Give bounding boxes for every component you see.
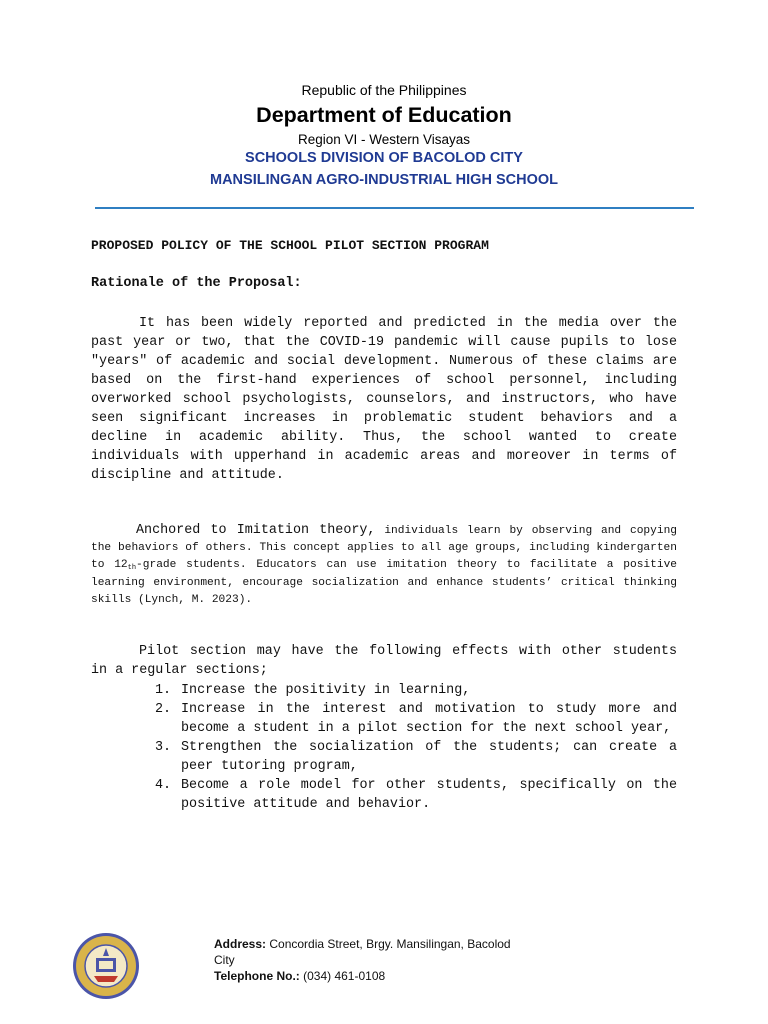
address-label: Address:: [214, 937, 267, 951]
paragraph-2-lead: Anchored to Imitation theory,: [136, 523, 376, 538]
division-line: SCHOOLS DIVISION OF BACOLOD CITY: [245, 150, 523, 166]
address-line: [214, 936, 534, 968]
school-seal-logo: [72, 932, 140, 1000]
list-item-number: 1.: [155, 683, 172, 698]
paragraph-3-text: Pilot section may have the following effects with other students in a regular sections;: [91, 644, 677, 678]
telephone-line: [214, 968, 534, 984]
telephone-label: Telephone No.:: [214, 969, 300, 983]
department-title: Department of Education: [256, 103, 512, 127]
document-title: PROPOSED POLICY OF THE SCHOOL PILOT SECTION PROGRAM: [91, 238, 489, 253]
list-item-number: 4.: [155, 778, 172, 793]
list-item-number: 2.: [155, 702, 172, 717]
list-item-text: Increase in the interest and motivation to study more and become a student in a pilot section for the next school year,: [181, 702, 677, 736]
paragraph-2-part1: individuals learn by observing and copying the behaviors of others. This concept applies to all age groups, including kindergarten to 12: [91, 525, 677, 571]
region-line: Region VI - Western Visayas: [297, 132, 471, 147]
list-item-text: Strengthen the socialization of the students; can create a peer tutoring program,: [181, 740, 677, 774]
list-item: [155, 738, 677, 776]
school-line: MANSILINGAN AGRO-INDUSTRIAL HIGH SCHOOL: [210, 172, 558, 188]
list-item: [155, 776, 677, 814]
rationale-heading: Rationale of the Proposal:: [91, 276, 302, 291]
republic-line: Republic of the Philippines: [301, 82, 467, 98]
footer-address: [214, 936, 534, 983]
list-item-text: Increase the positivity in learning,: [181, 683, 471, 698]
paragraph-2: [91, 522, 677, 609]
paragraph-2-part2: -grade students. Educators can use imitation theory to facilitate a positive learning environment, encourage socialization and enhance students’ critical thinking skills (Lynch, M. 2023).: [91, 559, 677, 606]
list-item: [155, 700, 677, 738]
telephone-value: (034) 461-0108: [299, 969, 386, 983]
paragraph-3: [91, 642, 677, 680]
list-item-text: Become a role model for other students, specifically on the positive attitude and behavior.: [181, 778, 677, 812]
effects-list: [155, 681, 677, 814]
paragraph-1: [91, 314, 677, 485]
paragraph-2-sub: th: [127, 564, 137, 572]
paragraph-1-text: It has been widely reported and predicted in the media over the past year or two, that the COVID-19 pandemic will cause pupils to lose "years" of academic and social development. Numerous of these claims are based on the first-hand experiences of school personnel, including overworked school psychologists, counselors, and instructors, who have seen significant increases in problematic student behaviors and a decline in academic ability. Thus, the school wanted to create individuals with upperhand in academic areas and moreover in terms of discipline and attitude.: [91, 316, 677, 483]
list-item-number: 3.: [155, 740, 172, 755]
list-item: [155, 681, 677, 700]
address-value: Concordia Street, Brgy. Mansilingan, Bacolod City: [214, 937, 511, 967]
header-divider: [95, 207, 694, 209]
